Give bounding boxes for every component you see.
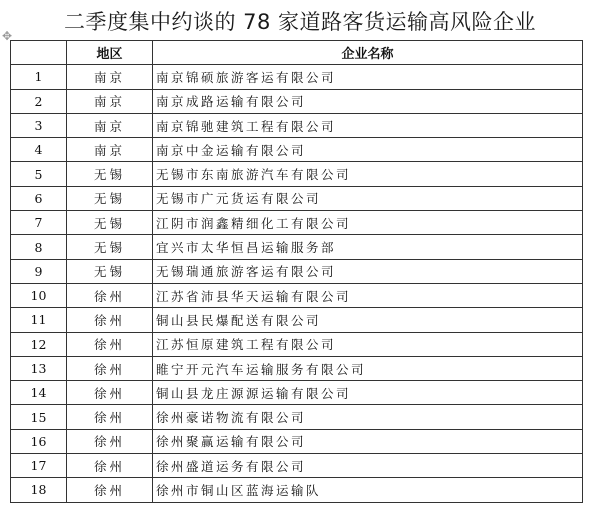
- enterprise-name-cell: 铜山县龙庄源源运输有限公司: [153, 381, 583, 405]
- region-cell: 徐州: [67, 405, 153, 429]
- enterprise-name-cell: 无锡市广元货运有限公司: [153, 186, 583, 210]
- row-number-cell: 13: [11, 356, 67, 380]
- row-number-cell: 4: [11, 138, 67, 162]
- enterprise-name-cell: 徐州市铜山区蓝海运输队: [153, 478, 583, 502]
- region-cell: 徐州: [67, 356, 153, 380]
- header-number: [11, 41, 67, 65]
- row-number-cell: 11: [11, 308, 67, 332]
- header-enterprise-name: 企业名称: [153, 41, 583, 65]
- enterprise-name-cell: 徐州豪诺物流有限公司: [153, 405, 583, 429]
- region-cell: 无锡: [67, 259, 153, 283]
- table-row: [11, 259, 583, 283]
- table-row: [11, 478, 583, 502]
- row-number-cell: 9: [11, 259, 67, 283]
- enterprise-name-cell: 江阴市润鑫精细化工有限公司: [153, 211, 583, 235]
- region-cell: 南京: [67, 113, 153, 137]
- row-number-cell: 1: [11, 65, 67, 89]
- table-row: [11, 332, 583, 356]
- region-cell: 南京: [67, 65, 153, 89]
- page-title: 二季度集中约谈的 78 家道路客货运输高风险企业: [63, 10, 537, 34]
- row-number-cell: 12: [11, 332, 67, 356]
- region-cell: 南京: [67, 138, 153, 162]
- row-number-cell: 2: [11, 89, 67, 113]
- table-row: [11, 235, 583, 259]
- enterprise-name-cell: 南京锦驰建筑工程有限公司: [153, 113, 583, 137]
- enterprise-name-cell: 铜山县民爆配送有限公司: [153, 308, 583, 332]
- row-number-cell: 16: [11, 429, 67, 453]
- table-row: [11, 283, 583, 307]
- region-cell: 无锡: [67, 211, 153, 235]
- table-row: [11, 381, 583, 405]
- table-row: [11, 65, 583, 89]
- row-number-cell: 15: [11, 405, 67, 429]
- table-row: [11, 405, 583, 429]
- table-row: [11, 138, 583, 162]
- enterprise-name-cell: 无锡市东南旅游汽车有限公司: [153, 162, 583, 186]
- region-cell: 无锡: [67, 186, 153, 210]
- header-region: 地区: [67, 41, 153, 65]
- region-cell: 徐州: [67, 381, 153, 405]
- table-row: [11, 429, 583, 453]
- row-number-cell: 7: [11, 211, 67, 235]
- table-body: [11, 65, 583, 502]
- enterprise-name-cell: 江苏恒原建筑工程有限公司: [153, 332, 583, 356]
- table-row: [11, 162, 583, 186]
- region-cell: 无锡: [67, 162, 153, 186]
- enterprise-name-cell: 南京成路运输有限公司: [153, 89, 583, 113]
- table-row: [11, 356, 583, 380]
- table-row: [11, 113, 583, 137]
- table-header-row: [11, 41, 583, 65]
- enterprise-name-cell: 徐州聚赢运输有限公司: [153, 429, 583, 453]
- table-row: [11, 186, 583, 210]
- enterprise-name-cell: 南京中金运输有限公司: [153, 138, 583, 162]
- region-cell: 无锡: [67, 235, 153, 259]
- region-cell: 徐州: [67, 283, 153, 307]
- row-number-cell: 18: [11, 478, 67, 502]
- enterprise-table: [10, 40, 583, 503]
- enterprise-name-cell: 南京锦硕旅游客运有限公司: [153, 65, 583, 89]
- row-number-cell: 10: [11, 283, 67, 307]
- region-cell: 徐州: [67, 478, 153, 502]
- row-number-cell: 8: [11, 235, 67, 259]
- enterprise-name-cell: 江苏省沛县华天运输有限公司: [153, 283, 583, 307]
- row-number-cell: 3: [11, 113, 67, 137]
- enterprise-name-cell: 宜兴市太华恒昌运输服务部: [153, 235, 583, 259]
- region-cell: 徐州: [67, 332, 153, 356]
- region-cell: 徐州: [67, 429, 153, 453]
- table-row: [11, 89, 583, 113]
- row-number-cell: 14: [11, 381, 67, 405]
- table-row: [11, 454, 583, 478]
- table-row: [11, 211, 583, 235]
- row-number-cell: 17: [11, 454, 67, 478]
- enterprise-name-cell: 睢宁开元汽车运输服务有限公司: [153, 356, 583, 380]
- move-handle-icon[interactable]: ✥: [2, 29, 13, 43]
- row-number-cell: 6: [11, 186, 67, 210]
- enterprise-name-cell: 无锡瑞通旅游客运有限公司: [153, 259, 583, 283]
- table-row: [11, 308, 583, 332]
- region-cell: 徐州: [67, 308, 153, 332]
- region-cell: 南京: [67, 89, 153, 113]
- region-cell: 徐州: [67, 454, 153, 478]
- enterprise-name-cell: 徐州盛道运务有限公司: [153, 454, 583, 478]
- row-number-cell: 5: [11, 162, 67, 186]
